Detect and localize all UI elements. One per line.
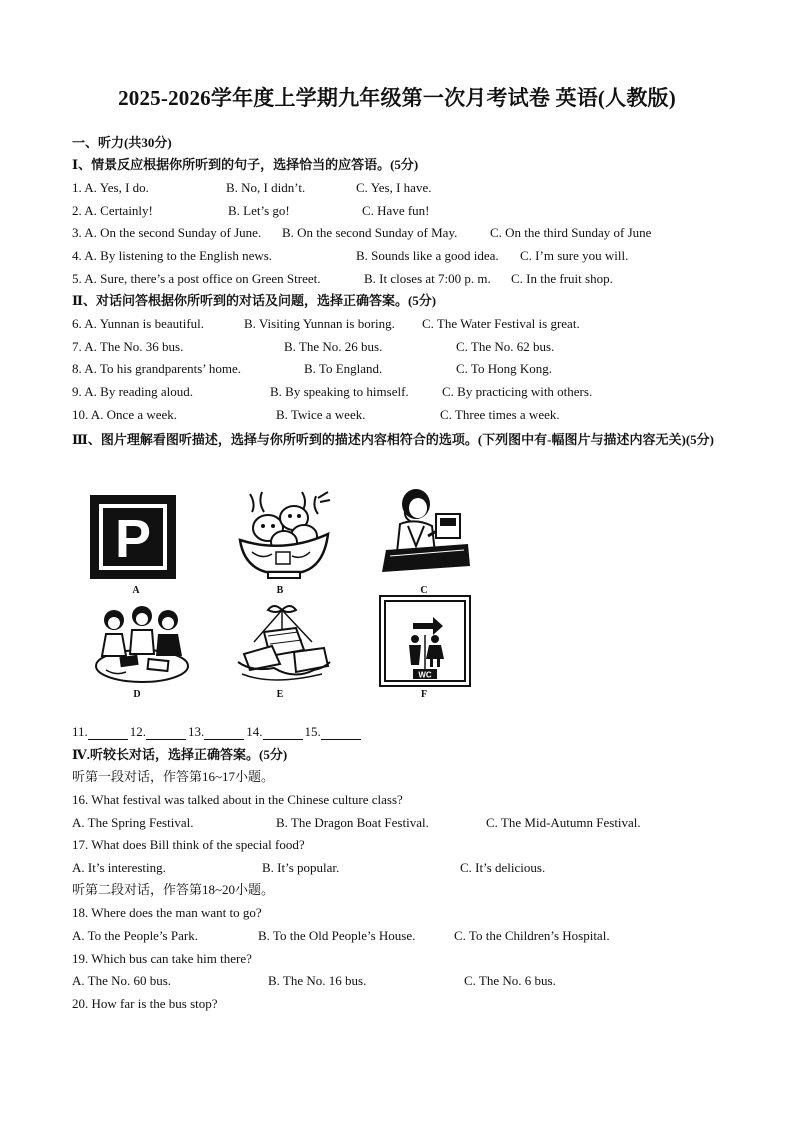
blank-11[interactable] [88,727,128,740]
section-1-heading: Ⅰ、情景反应根据你所听到的句子，选择恰当的应答语。(5分) [72,157,419,172]
q2-option-b: B. Let’s go! [228,203,290,218]
q2-option-c: C. Have fun! [362,203,430,218]
q7-option-c: C. The No. 62 bus. [456,339,555,354]
telephone-operator-icon [378,486,472,578]
q18-option-c: C. To the Children’s Hospital. [454,928,610,943]
q16-option-b: B. The Dragon Boat Festival. [276,815,429,830]
picture-label-d: D [133,689,141,700]
q3-option-b: B. On the second Sunday of May. [282,225,458,240]
picture-label-e: E [276,689,284,700]
picture-label-a: A [132,585,140,596]
question-18: 18. Where does the man want to go? [72,905,262,920]
parking-letter: P [114,509,152,569]
question-17: 17. What does Bill think of the special food? [72,837,305,852]
blank-11-label: 11. [72,724,88,739]
q17-option-c: C. It’s delicious. [460,860,546,875]
children-reading-icon [92,604,190,686]
q17-option-b: B. It’s popular. [262,860,340,875]
q1-option-b: B. No, I didn’t. [226,180,306,195]
q8-option-c: C. To Hong Kong. [456,361,552,376]
q2-option-a: 2. A. Certainly! [72,203,153,218]
blank-14-label: 14. [246,724,263,739]
part-heading: 一、听力(共30分) [72,135,172,150]
picture-label-b: B [276,585,284,596]
q7-option-b: B. The No. 26 bus. [284,339,383,354]
q4-option-a: 4. A. By listening to the English news. [72,248,273,263]
q8-option-a: 8. A. To his grandparents’ home. [72,361,242,376]
q16-option-c: C. The Mid-Autumn Festival. [486,815,641,830]
q9-option-c: C. By practicing with others. [442,384,593,399]
q9-option-a: 9. A. By reading aloud. [72,384,193,399]
blank-15-label: 15. [304,724,321,739]
restroom-sign-icon [379,595,471,687]
section-3-heading: Ⅲ、图片理解看图听描述，选择与你所听到的描述内容相符合的选项。(下列图中有-幅图片与描述内容无关)(5分) [72,432,714,447]
section-4-heading: Ⅳ.听较长对话，选择正确答案。(5分) [72,747,288,762]
q18-option-b: B. To the Old People’s House. [258,928,416,943]
q4-option-c: C. I’m sure you will. [520,248,629,263]
picture-label-c: C [420,585,428,596]
blank-12-label: 12. [129,724,147,739]
q4-option-b: B. Sounds like a good idea. [356,248,499,263]
question-20: 20. How far is the bus stop? [72,996,218,1011]
q5-option-a: 5. A. Sure, there’s a post office on Green Street. [72,271,321,286]
dumpling-bowl-icon [232,488,336,580]
q19-option-b: B. The No. 16 bus. [268,973,367,988]
q16-option-a: A. The Spring Festival. [72,815,194,830]
dialogue-1-intro: 听第一段对话，作答第16~17小题。 [72,769,275,784]
q6-option-a: 6. A. Yunnan is beautiful. [72,316,205,331]
q5-option-b: B. It closes at 7:00 p. m. [364,271,491,286]
dialogue-2-intro: 听第二段对话，作答第18~20小题。 [72,882,275,897]
question-19: 19. Which bus can take him there? [72,951,252,966]
q5-option-c: C. In the fruit shop. [511,271,613,286]
q9-option-b: B. By speaking to himself. [270,384,409,399]
q6-option-b: B. Visiting Yunnan is boring. [244,316,395,331]
q1-option-c: C. Yes, I have. [356,180,432,195]
blank-13-label: 13. [188,724,205,739]
q3-option-c: C. On the third Sunday of June [490,225,652,240]
q19-option-c: C. The No. 6 bus. [464,973,556,988]
q18-option-a: A. To the People’s Park. [72,928,198,943]
q10-option-b: B. Twice a week. [276,407,366,422]
answer-blanks [72,724,363,740]
picture-label-f: F [420,689,428,700]
blank-12[interactable] [146,727,186,740]
q17-option-a: A. It’s interesting. [72,860,166,875]
q10-option-a: 10. A. Once a week. [72,407,178,422]
q1-option-a: 1. A. Yes, I do. [72,180,149,195]
question-16: 16. What festival was talked about in the Chinese culture class? [72,792,403,807]
q10-option-c: C. Three times a week. [440,407,560,422]
blank-14[interactable] [263,727,303,740]
q6-option-c: C. The Water Festival is great. [422,316,580,331]
parking-sign-icon [90,495,176,579]
blank-15[interactable] [321,727,361,740]
section-2-heading: Ⅱ、对话问答根据你所听到的对话及问题，选择正确答案。(5分) [72,293,437,308]
blank-13[interactable] [204,727,244,740]
q19-option-a: A. The No. 60 bus. [72,973,172,988]
q7-option-a: 7. A. The No. 36 bus. [72,339,184,354]
zongzi-icon [234,602,334,686]
page-title: 2025-2026学年度上学期九年级第一次月考试卷 英语(人教版) [118,86,676,110]
wc-text: WC [418,670,432,680]
q8-option-b: B. To England. [304,361,383,376]
q3-option-a: 3. A. On the second Sunday of June. [72,225,262,240]
